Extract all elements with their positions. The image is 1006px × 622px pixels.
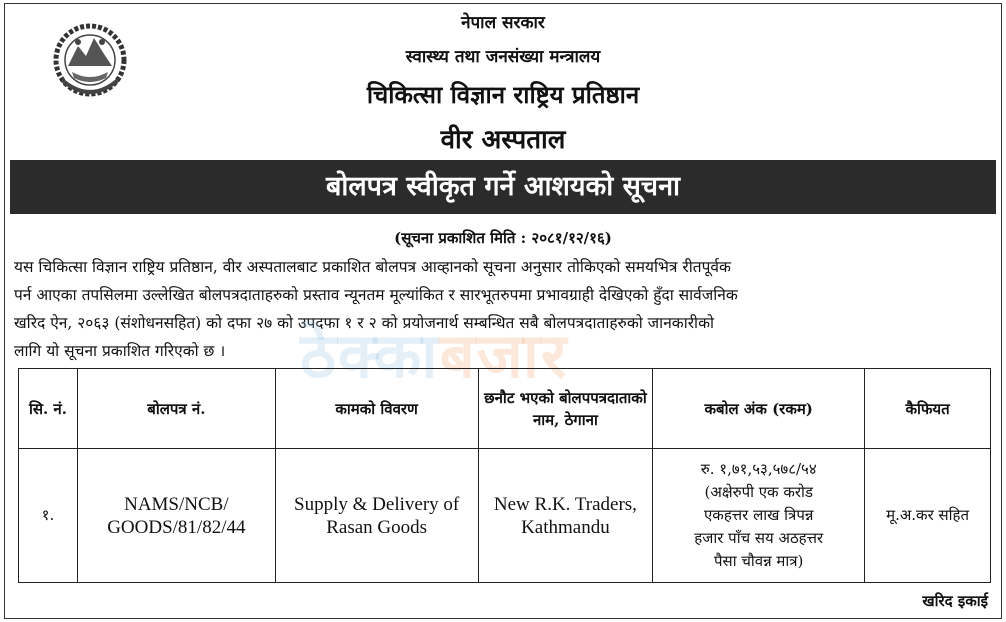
bid-table	[18, 368, 991, 583]
header-remarks: कैफियत	[865, 369, 991, 449]
cell-work: Supply & Delivery of Rasan Goods	[275, 449, 478, 583]
published-date: (सूचना प्रकाशित मिति : २०८१/१२/१६)	[394, 229, 612, 247]
hospital-heading: वीर अस्पताल	[440, 125, 566, 155]
purchase-unit-signature: खरिद इकाई	[922, 592, 988, 610]
notice-body	[14, 253, 994, 365]
body-line: पर्न आएका तपसिलमा उल्लेखित बोलपत्रदाताहरुको प्रस्ताव न्यूनतम मूल्यांकित र सारभूतरुपमा प्रभावग्राही देखिएको हुँदा सार्वजनिक	[14, 286, 738, 304]
table-header-row	[19, 369, 991, 449]
header-sn: सि. नं.	[19, 369, 78, 449]
amount-words: (अक्षेरुपी एक करोड	[704, 483, 813, 501]
table-row	[19, 449, 991, 583]
header-amount: कबोल अंक (रकम)	[653, 369, 865, 449]
institution-heading: चिकित्सा विज्ञान राष्ट्रिय प्रतिष्ठान	[366, 80, 640, 109]
header-bid-no: बोलपत्र नं.	[77, 369, 275, 449]
body-line: यस चिकित्सा विज्ञान राष्ट्रिय प्रतिष्ठान, वीर अस्पतालबाट प्रकाशित बोलपत्र आव्हानको सूचना अनुसार तोकिएको समयभित्र रीतपूर्वक	[14, 258, 731, 276]
amount-words: एकहत्तर लाख त्रिपन्न	[704, 506, 814, 524]
cell-bidder: New R.K. Traders, Kathmandu	[478, 449, 653, 583]
cell-bid-no: NAMS/NCB/ GOODS/81/82/44	[77, 449, 275, 583]
header-work: कामको विवरण	[275, 369, 478, 449]
amount-words: पैसा चौवन्न मात्र)	[714, 552, 804, 570]
ministry-heading: स्वास्थ्य तथा जनसंख्या मन्त्रालय	[405, 47, 601, 67]
government-heading: नेपाल सरकार	[461, 13, 545, 33]
header-bidder: छनौट भएको बोलपपत्रदाताको नाम, ठेगाना	[478, 369, 653, 449]
cell-sn: १.	[19, 449, 78, 583]
body-line: लागि यो सूचना प्रकाशित गरिएको छ ।	[14, 342, 226, 360]
cell-amount	[653, 449, 865, 583]
amount-words: हजार पाँच सय अठहत्तर	[694, 529, 824, 547]
notice-title: बोलपत्र स्वीकृत गर्ने आशयको सूचना	[10, 160, 996, 214]
watermark-part1: ठेक्का	[300, 319, 440, 392]
body-line: खरिद ऐन, २०६३ (संशोधनसहित) को दफा २७ को उपदफा १ र २ को प्रयोजनार्थ सम्बन्धित सबै बोलपत्रदाताहरुको जानकारीको	[14, 314, 714, 332]
watermark-part2: बजार	[439, 319, 569, 392]
amount-figure: रु. १,७१,५३,५७८/५४	[700, 460, 817, 478]
cell-remarks: मू.अ.कर सहित	[865, 449, 991, 583]
